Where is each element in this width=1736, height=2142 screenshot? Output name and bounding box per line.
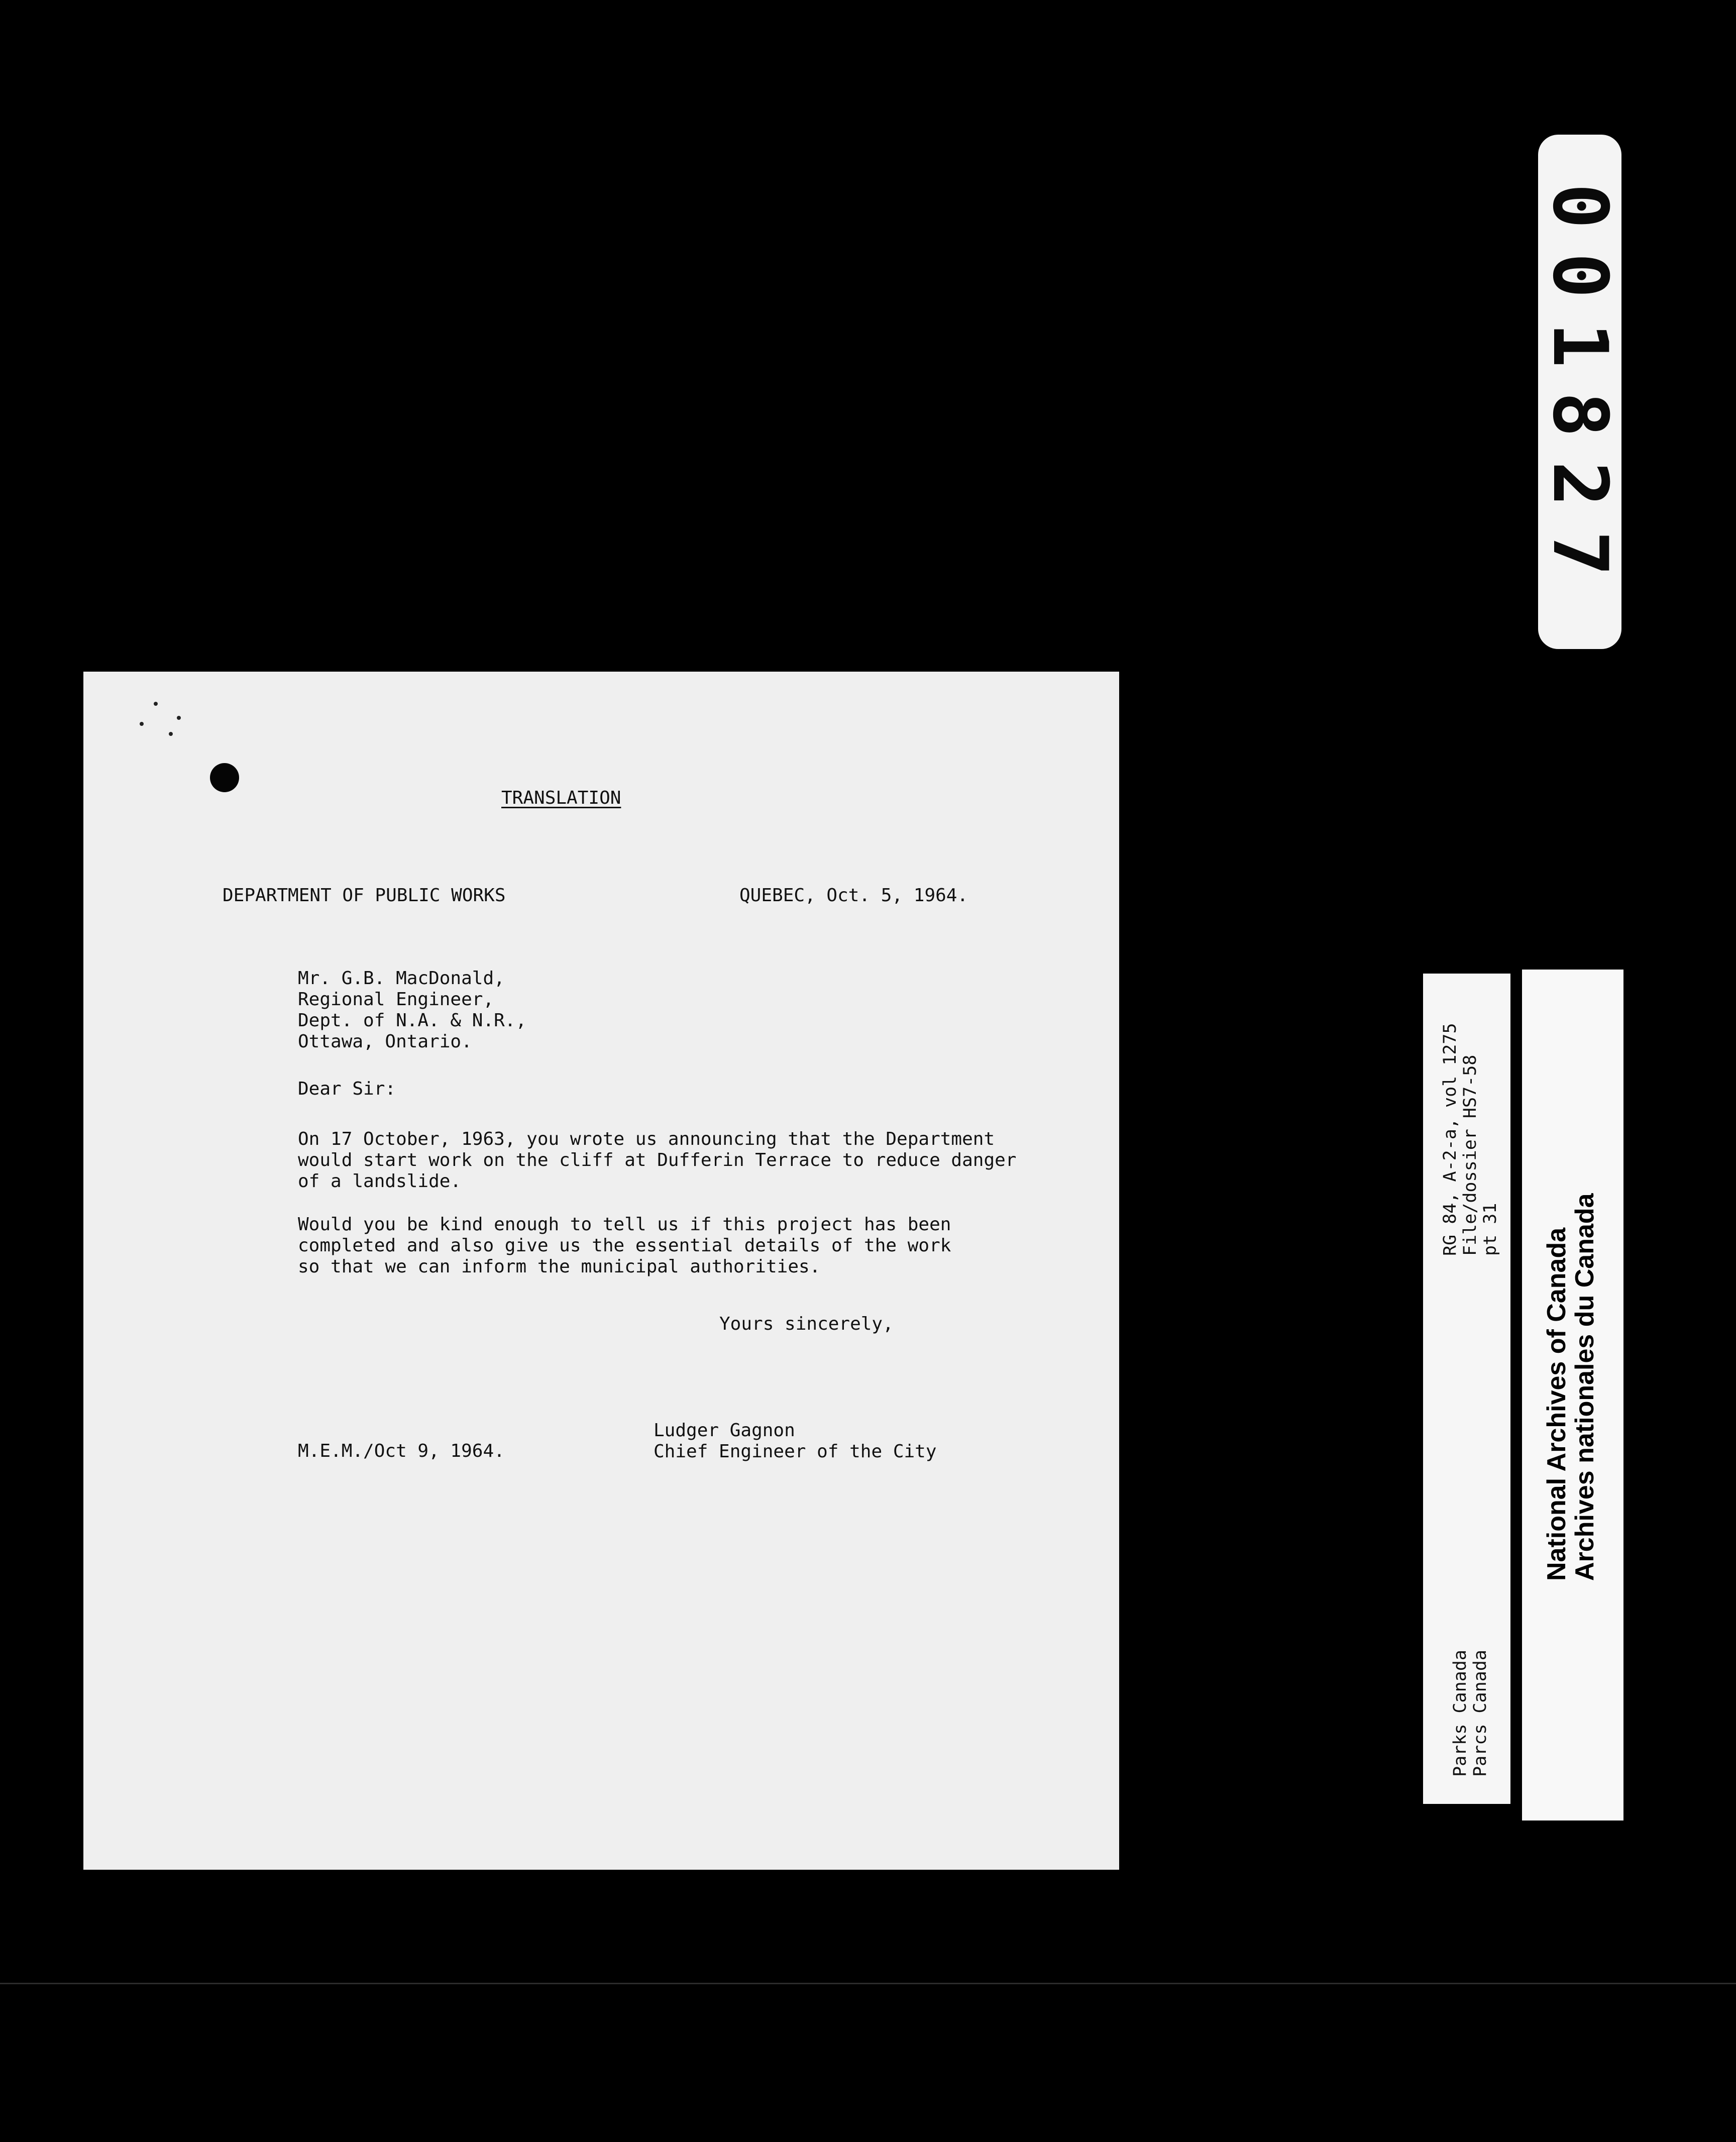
signature-block: Ludger Gagnon Chief Engineer of the City — [654, 1420, 937, 1462]
archive-reference-label — [1423, 974, 1510, 1804]
salutation: Dear Sir: — [298, 1079, 396, 1099]
speck — [169, 732, 173, 736]
punch-hole — [210, 763, 239, 792]
letter-date: QUEBEC, Oct. 5, 1964. — [739, 885, 968, 906]
reference-record-group: RG 84, A-2-a, vol 1275 — [1440, 1022, 1460, 1256]
reference-part: pt 31 — [1480, 1203, 1500, 1256]
speck — [140, 722, 144, 726]
agency-name-en: Parks Canada — [1450, 1649, 1470, 1777]
label-divider — [1511, 970, 1522, 1820]
letter-page — [83, 672, 1119, 1870]
closing: Yours sincerely, — [719, 1314, 894, 1334]
speck — [154, 702, 158, 706]
reference-file: File/dossier HS7-58 — [1460, 1054, 1480, 1256]
body-paragraph-1: On 17 October, 1963, you wrote us announcing that the Department would start work on the cliff at Dufferin Terrace to reduce danger of a landslide. — [298, 1129, 1017, 1192]
frame-number: 001827 — [1536, 183, 1623, 600]
body-paragraph-2: Would you be kind enough to tell us if this project has been completed and also give us the essential details of the work so that we can inform the municipal authorities. — [298, 1214, 951, 1277]
national-archives-text — [1525, 1043, 1610, 1747]
document-title: TRANSLATION — [501, 788, 621, 808]
frame-number-label — [1538, 135, 1621, 649]
national-archives-label — [1511, 970, 1623, 1820]
letterhead-department: DEPARTMENT OF PUBLIC WORKS — [223, 885, 506, 906]
recipient-address: Mr. G.B. MacDonald, Regional Engineer, Dept. of N.A. & N.R., Ottawa, Ontario. — [298, 968, 527, 1052]
typist-reference: M.E.M./Oct 9, 1964. — [298, 1441, 505, 1461]
speck — [177, 716, 181, 720]
agency-name-fr: Parcs Canada — [1470, 1649, 1490, 1777]
archive-reference-text — [1429, 997, 1504, 1781]
archives-name-en: National Archives of Canada — [1542, 1227, 1571, 1581]
archives-name-fr: Archives nationales du Canada — [1570, 1193, 1599, 1581]
frame-edge-line — [0, 1983, 1736, 1984]
